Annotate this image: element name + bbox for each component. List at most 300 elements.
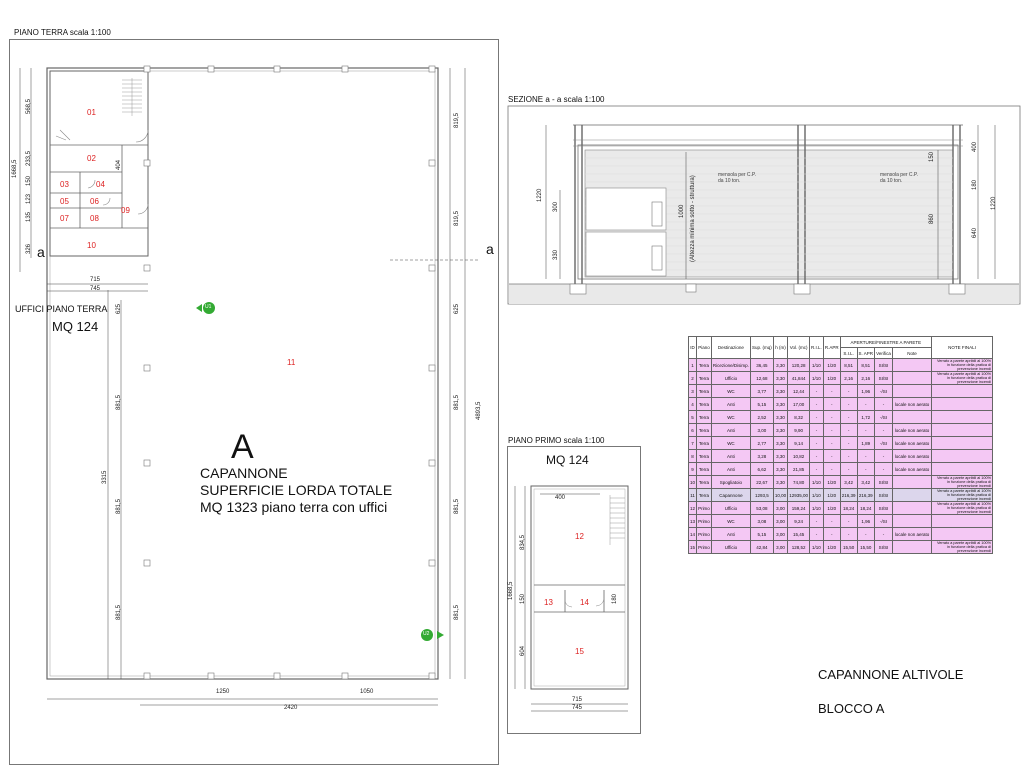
table-cell-rapr: 1/20 [823,541,840,554]
table-cell-sapr: 1,96 [857,515,875,528]
table-cell-id: 2 [689,372,697,385]
table-cell-vol: 9,14 [788,437,810,450]
table-cell-dest: Ufficio [711,502,750,515]
ff-dim-604: 604 [520,645,526,656]
table-cell-sil: - [840,437,857,450]
table-row [689,359,993,372]
table-cell-sil: 18,24 [840,502,857,515]
table-cell-sil: 2,16 [840,372,857,385]
room-03: 03 [60,180,69,189]
section-note-1-line1: mensola per C.P. [718,172,756,178]
table-cell-piano: Terra [697,476,712,489]
table-cell-piano: Terra [697,463,712,476]
table-cell-id: 14 [689,528,697,541]
section-mark-left: a [37,244,45,260]
table-cell-dest: Anti [711,528,750,541]
room-02: 02 [87,154,96,163]
room-13: 13 [544,598,553,607]
table-row [689,541,993,554]
table-cell-sup: 3,08 [751,515,774,528]
room-01: 01 [87,108,96,117]
table-cell-id: 5 [689,411,697,424]
table-cell-vol: 17,00 [788,398,810,411]
table-cell-fin: Verrato a parete apribili al 100% in funzione della pratica di prevenzione incendi [932,359,993,372]
table-cell-ver: SI/SI [875,502,893,515]
ff-dim-8345: 834,5 [520,534,526,550]
col-destinazione: Destinazione [711,337,750,359]
table-cell-ver: SI/SI [875,489,893,502]
table-cell-ril: - [810,515,824,528]
ff-dim-400: 400 [555,495,566,501]
table-cell-fin: Verrato a parete apribili al 100% in funzione della pratica di prevenzione incendi [932,489,993,502]
table-cell-dest: WC [711,411,750,424]
table-cell-id: 8 [689,450,697,463]
table-cell-ril: - [810,424,824,437]
sec-dim-400: 400 [972,141,978,152]
table-cell-sil: - [840,385,857,398]
sec-dim-1000: 1000 [679,204,685,218]
col-id: ID [689,337,697,359]
table-cell-fin [932,424,993,437]
col-piano: Piano [697,337,712,359]
room-07: 07 [60,214,69,223]
dim-404: 404 [116,159,122,170]
table-cell-dest: Anti [711,450,750,463]
table-cell-vol: 120,28 [788,359,810,372]
table-cell-sup: 2,77 [751,437,774,450]
room-11: 11 [287,358,296,367]
dim-4893: 4893,5 [476,401,482,420]
room-10: 10 [87,241,96,250]
dim-2420: 2420 [284,705,298,711]
table-cell-id: 10 [689,476,697,489]
offices-label: UFFICI PIANO TERRA [15,304,108,314]
table-cell-vol: 12935,00 [788,489,810,502]
table-cell-sil: - [840,450,857,463]
table-cell-h: 10,00 [773,489,787,502]
table-cell-vol: 9,24 [788,515,810,528]
building-area-value: MQ 1323 piano terra con uffici [200,499,388,515]
table-cell-ver: -/SI [875,437,893,450]
table-row [689,489,993,502]
table-cell-fin [932,437,993,450]
table-row [689,385,993,398]
table-cell-note [893,541,932,554]
dim-8815-6: 881,5 [454,604,460,620]
dim-745: 745 [90,286,101,292]
sec-dim-180: 180 [972,179,978,190]
table-cell-piano: Primo [697,515,712,528]
table-cell-h: 3,30 [773,411,787,424]
table-cell-sil: - [840,515,857,528]
table-cell-fin [932,385,993,398]
table-cell-note: locale non aerato [893,398,932,411]
table-cell-note [893,385,932,398]
table-cell-sup: 5,15 [751,398,774,411]
table-cell-sup: 53,08 [751,502,774,515]
building-name: CAPANNONE [200,465,288,481]
table-cell-sapr: - [857,528,875,541]
table-cell-sup: 22,67 [751,476,774,489]
table-cell-sapr: - [857,398,875,411]
table-cell-vol: 15,45 [788,528,810,541]
table-cell-ril: 1/10 [810,502,824,515]
ff-dim-1668: 1668,5 [508,581,514,600]
table-cell-ril: 1/10 [810,476,824,489]
table-cell-dest: Ufficio [711,372,750,385]
table-cell-ver: -/SI [875,515,893,528]
table-cell-rapr: - [823,411,840,424]
table-cell-h: 3,30 [773,424,787,437]
table-cell-dest: Anti [711,463,750,476]
table-cell-rapr: 1/20 [823,372,840,385]
table-cell-sapr: 1,96 [857,385,875,398]
table-cell-sil: - [840,424,857,437]
room-09: 09 [121,206,130,215]
table-cell-piano: Primo [697,528,712,541]
table-cell-h: 3,30 [773,463,787,476]
table-cell-ril: - [810,411,824,424]
dim-1050: 1050 [360,689,374,695]
table-cell-sil: - [840,411,857,424]
table-row [689,372,993,385]
col-sup: Sup. (mq) [751,337,774,359]
table-cell-piano: Terra [697,385,712,398]
room-06: 06 [90,197,99,206]
col-note-finali: NOTE FINALI [932,337,993,359]
table-cell-vol: 10,82 [788,450,810,463]
table-cell-rapr: 1/20 [823,359,840,372]
table-cell-vol: 128,52 [788,541,810,554]
table-cell-ril: - [810,450,824,463]
table-cell-sapr: 18,24 [857,502,875,515]
table-cell-note [893,489,932,502]
section-note-2-line1: mensola per C.P. [880,172,918,178]
table-cell-dest: WC [711,385,750,398]
table-cell-rapr: - [823,437,840,450]
room-15: 15 [575,647,584,656]
table-cell-id: 11 [689,489,697,502]
dim-1250: 1250 [216,689,230,695]
table-cell-sapr: 8,51 [857,359,875,372]
table-cell-piano: Primo [697,541,712,554]
table-cell-dest: Ricezione/Disimp. [711,359,750,372]
table-cell-sup: 1293,5 [751,489,774,502]
project-title: CAPANNONE ALTIVOLE [818,667,964,682]
col-h: h (m) [773,337,787,359]
table-cell-id: 15 [689,541,697,554]
section-mark-right: a [486,241,494,257]
table-cell-fin [932,463,993,476]
table-cell-ver: -/SI [875,411,893,424]
table-cell-sapr: 216,39 [857,489,875,502]
table-cell-ver: SI/SI [875,541,893,554]
table-cell-h: 3,30 [773,385,787,398]
table-cell-note [893,476,932,489]
section-note-1-line2: da 10 ton. [718,178,741,184]
table-cell-id: 9 [689,463,697,476]
table-row [689,502,993,515]
room-08: 08 [90,214,99,223]
table-cell-fin: Verrato a parete apribili al 100% in funzione della pratica di prevenzione incendi [932,541,993,554]
first-floor-area: MQ 124 [546,453,589,467]
table-cell-fin: Verrato a parete apribili al 100% in funzione della pratica di prevenzione incendi [932,502,993,515]
dim-326: 326 [26,243,32,254]
table-cell-sup: 5,15 [751,528,774,541]
table-row [689,515,993,528]
table-cell-ril: - [810,463,824,476]
table-cell-sup: 2,52 [751,411,774,424]
sec-dim-1220-left: 1220 [537,188,543,202]
section-title: SEZIONE a - a scala 1:100 [508,95,605,104]
dim-625-right: 625 [454,303,460,314]
table-cell-sapr: 1,89 [857,437,875,450]
table-cell-fin [932,398,993,411]
table-cell-rapr: - [823,515,840,528]
ground-plan-title: PIANO TERRA scala 1:100 [14,28,111,37]
table-cell-note [893,372,932,385]
table-cell-sapr: - [857,463,875,476]
dim-5685: 568,5 [26,98,32,114]
table-cell-dest: Ufficio [711,541,750,554]
table-cell-sil: 8,51 [840,359,857,372]
table-cell-ver: - [875,398,893,411]
table-cell-sapr: 3,42 [857,476,875,489]
col-rapr: R.APR [823,337,840,359]
table-row [689,398,993,411]
table-cell-piano: Terra [697,372,712,385]
table-cell-ril: 1/10 [810,541,824,554]
dim-150: 150 [26,175,32,186]
table-cell-sil: - [840,528,857,541]
table-cell-sil: 216,39 [840,489,857,502]
table-row [689,450,993,463]
table-cell-rapr: 1/20 [823,476,840,489]
table-cell-sapr: - [857,450,875,463]
table-cell-fin: Verrato a parete apribili al 100% in funzione della pratica di prevenzione incendi [932,372,993,385]
table-cell-id: 7 [689,437,697,450]
project-block: BLOCCO A [818,701,885,716]
table-cell-ver: - [875,450,893,463]
table-cell-sapr: - [857,424,875,437]
table-cell-ver: SI/SI [875,372,893,385]
table-cell-sil: 15,50 [840,541,857,554]
table-cell-dest: Anti [711,424,750,437]
room-12: 12 [575,532,584,541]
dim-2335: 233,5 [26,150,32,166]
table-cell-note: locale non aerato [893,463,932,476]
sec-dim-330: 330 [553,249,559,260]
table-cell-rapr: - [823,398,840,411]
rooms-table [688,336,993,554]
table-cell-ver: SI/SI [875,476,893,489]
table-row [689,528,993,541]
table-cell-sup: 3,77 [751,385,774,398]
table-cell-h: 3,00 [773,541,787,554]
table-row [689,476,993,489]
table-cell-fin [932,528,993,541]
table-cell-ver: - [875,528,893,541]
table-cell-id: 13 [689,515,697,528]
table-cell-h: 3,30 [773,359,787,372]
table-cell-rapr: - [823,463,840,476]
table-cell-sup: 36,45 [751,359,774,372]
table-cell-rapr: - [823,528,840,541]
col-verifica: Verifica [875,348,893,359]
table-cell-h: 3,30 [773,476,787,489]
table-cell-dest: WC [711,515,750,528]
table-cell-sapr: 15,50 [857,541,875,554]
table-cell-fin [932,411,993,424]
table-cell-fin [932,515,993,528]
dim-8815-3: 881,5 [116,604,122,620]
table-cell-vol: 21,85 [788,463,810,476]
sec-dim-1220-right: 1220 [991,196,997,210]
table-cell-sapr: 2,16 [857,372,875,385]
sec-dim-300: 300 [553,201,559,212]
table-row [689,463,993,476]
table-cell-id: 12 [689,502,697,515]
table-cell-piano: Terra [697,411,712,424]
table-cell-id: 4 [689,398,697,411]
dim-715: 715 [90,277,101,283]
dim-8195-2: 819,5 [454,210,460,226]
table-cell-sapr: 1,72 [857,411,875,424]
table-cell-sil: 3,42 [840,476,857,489]
dim-3315: 3315 [102,470,108,484]
table-cell-note [893,515,932,528]
room-04: 04 [96,180,105,189]
table-cell-h: 3,30 [773,450,787,463]
dim-8815-5: 881,5 [454,498,460,514]
table-cell-dest: WC [711,437,750,450]
table-cell-vol: 12,44 [788,385,810,398]
marker-u2: U2 [420,628,444,642]
table-cell-fin [932,450,993,463]
table-cell-ver: SI/SI [875,359,893,372]
first-floor-title: PIANO PRIMO scala 1:100 [508,436,605,445]
table-cell-rapr: - [823,385,840,398]
dim-123: 123 [26,193,32,204]
table-cell-sil: - [840,463,857,476]
table-cell-note [893,359,932,372]
table-cell-ver: - [875,424,893,437]
offices-area: MQ 124 [52,319,99,334]
ff-dim-180: 180 [612,593,618,604]
table-cell-dest: Capannone [711,489,750,502]
table-cell-ril: - [810,385,824,398]
table-cell-piano: Primo [697,502,712,515]
table-cell-dest: Spogliatoio [711,476,750,489]
table-cell-ver: -/SI [875,385,893,398]
table-cell-rapr: - [823,424,840,437]
table-cell-ril: 1/10 [810,372,824,385]
dim-625-left: 625 [116,303,122,314]
table-cell-piano: Terra [697,437,712,450]
table-cell-piano: Terra [697,450,712,463]
ff-dim-150: 150 [520,593,526,604]
marker-u1: U1 [196,301,216,315]
table-cell-h: 3,00 [773,515,787,528]
building-gross-area-label: SUPERFICIE LORDA TOTALE [200,482,393,498]
table-cell-ril: - [810,398,824,411]
table-cell-note [893,411,932,424]
table-cell-h: 3,30 [773,437,787,450]
table-row [689,437,993,450]
table-cell-ril: 1/10 [810,359,824,372]
table-cell-vol: 8,32 [788,411,810,424]
table-cell-sup: 6,62 [751,463,774,476]
col-note: Note [893,348,932,359]
table-cell-h: 3,00 [773,502,787,515]
dim-8815-4: 881,5 [454,394,460,410]
table-cell-sup: 12,68 [751,372,774,385]
sec-dim-640: 640 [972,227,978,238]
ff-dim-745: 745 [572,705,583,711]
table-cell-note: locale non aerato [893,424,932,437]
table-cell-note [893,502,932,515]
section-note-2-line2: da 10 ton. [880,178,903,184]
rooms-table-body [689,359,993,554]
table-cell-piano: Terra [697,398,712,411]
table-cell-id: 3 [689,385,697,398]
table-cell-rapr: - [823,450,840,463]
table-cell-vol: 159,24 [788,502,810,515]
col-vol: Vol. (mc) [788,337,810,359]
table-cell-sil: - [840,398,857,411]
table-cell-ril: 1/10 [810,489,824,502]
block-letter: A [231,428,254,466]
room-14: 14 [580,598,589,607]
table-cell-id: 1 [689,359,697,372]
dim-8195-1: 819,5 [454,112,460,128]
col-sapr: S. APR [857,348,875,359]
ff-dim-715: 715 [572,697,583,703]
col-ril: R.I.L. [810,337,824,359]
dim-8815-1: 881,5 [116,394,122,410]
table-cell-ver: - [875,463,893,476]
table-cell-sup: 42,84 [751,541,774,554]
room-05: 05 [60,197,69,206]
sec-dim-150: 150 [929,151,935,162]
table-cell-note: locale non aerato [893,437,932,450]
table-cell-fin: Verrato a parete apribili al 100% in funzione della pratica di prevenzione incendi [932,476,993,489]
table-cell-vol: 41,844 [788,372,810,385]
table-cell-rapr: 1/20 [823,502,840,515]
table-cell-rapr: 1/20 [823,489,840,502]
table-cell-id: 6 [689,424,697,437]
dim-135: 135 [26,211,32,222]
table-cell-h: 3,30 [773,398,787,411]
dim-8815-2: 881,5 [116,498,122,514]
table-cell-dest: Anti [711,398,750,411]
table-cell-vol: 9,90 [788,424,810,437]
table-cell-h: 3,30 [773,372,787,385]
table-cell-ril: - [810,528,824,541]
dim-1668: 1668,5 [12,159,18,178]
table-cell-ril: - [810,437,824,450]
table-cell-piano: Terra [697,489,712,502]
table-cell-note: locale non aerato [893,450,932,463]
table-row [689,411,993,424]
table-cell-note: locale non aerato [893,528,932,541]
table-cell-sup: 3,00 [751,424,774,437]
table-cell-piano: Terra [697,359,712,372]
table-cell-vol: 74,80 [788,476,810,489]
sec-dim-860: 860 [929,213,935,224]
table-cell-sup: 3,28 [751,450,774,463]
col-sil: S.I.L. [840,348,857,359]
